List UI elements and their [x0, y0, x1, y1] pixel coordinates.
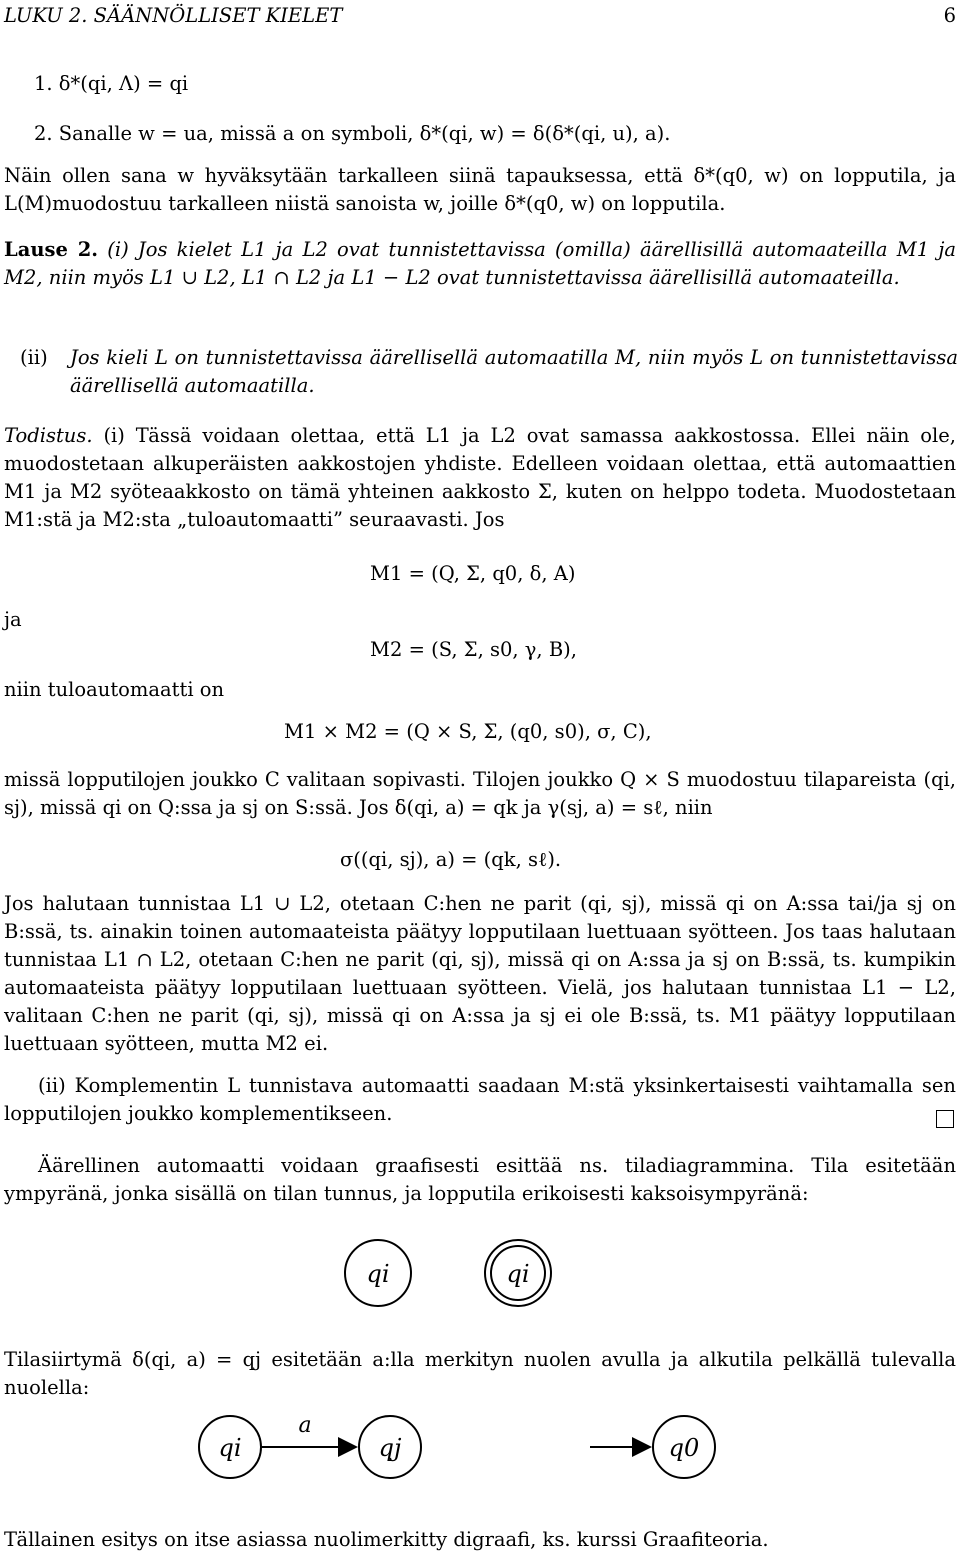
to-state-label: qj: [378, 1434, 402, 1462]
paragraph-digraph: Tällainen esitys on itse asiassa nuolimerkitty digraafi, ks. kurssi Graafiteoria.: [4, 1528, 769, 1551]
paragraph-acceptance: Näin ollen sana w hyväksytään tarkalleen siinä tapauksessa, että δ*(q0, w) on lopputila, ja L(M)muodostuu tarkalleen niistä sanoista w, joille δ*(q0, w) on lopputila.: [4, 164, 956, 215]
theorem-part-ii-text: Jos kieli L on tunnistettavissa äärellisellä automaatilla M, niin myös L on tunnistettavissa äärellisellä automaatilla.: [70, 346, 958, 397]
equation-m2: M2 = (S, Σ, s0, γ, B),: [370, 638, 577, 661]
running-header: [4, 2, 956, 30]
state-label: qi: [366, 1260, 390, 1288]
equation-m1: M1 = (Q, Σ, q0, δ, A): [370, 562, 576, 585]
theorem-label: Lause 2.: [4, 238, 99, 261]
page-number: 6: [943, 4, 956, 27]
word-ja: ja: [4, 608, 22, 631]
final-state-label: qi: [506, 1260, 530, 1288]
word-product-automaton: niin tuloautomaatti on: [4, 678, 225, 701]
equation-product: M1 × M2 = (Q × S, Σ, (q0, s0), σ, C),: [284, 720, 652, 743]
from-state-label: qi: [218, 1434, 242, 1462]
theorem-part-i: [4, 236, 956, 292]
arrow-label: a: [298, 1413, 312, 1438]
proof-label: Todistus.: [4, 424, 93, 447]
qed-square-icon: [936, 1110, 954, 1128]
theorem-block: [4, 236, 956, 292]
theorem-part-i-text: (i) Jos kielet L1 ja L2 ovat tunnistettavissa (omilla) äärellisillä automaateilla M1 ja M2, niin myös L1 ∪ L2, L1 ∩ L2 ja L1 − L2 ovat tunnistettavissa äärellisillä automaateilla.: [4, 238, 956, 289]
list-item-1: 1. δ*(qi, Λ) = qi: [34, 72, 189, 95]
state-figure: [0, 1230, 960, 1320]
chapter-title: LUKU 2. SÄÄNNÖLLISET KIELET: [4, 4, 343, 27]
proof-paragraph-2: missä lopputilojen joukko C valitaan sopivasti. Tilojen joukko Q × S muodostuu tilapareista (qi, sj), missä qi on Q:ssa ja sj on S:ssä. Jos δ(qi, a) = qk ja γ(sj, a) = sℓ, niin: [4, 768, 956, 819]
proof-paragraph-4: (ii) Komplementin L tunnistava automaatti saadaan M:stä yksinkertaisesti vaihtamalla sen lopputilojen joukko komplementikseen.: [4, 1074, 956, 1125]
paragraph-transition: Tilasiirtymä δ(qi, a) = qj esitetään a:lla merkityn nuolen avulla ja alkutila pelkällä tulevalla nuolella:: [4, 1348, 956, 1399]
paragraph-state-diagram: Äärellinen automaatti voidaan graafisesti esittää ns. tiladiagrammina. Tila esitetään ympyränä, jonka sisällä on tilan tunnus, ja lopputila erikoisesti kaksoisympyränä:: [4, 1154, 956, 1205]
list-item-2: 2. Sanalle w = ua, missä a on symboli, δ*(qi, w) = δ(δ*(qi, u), a).: [34, 122, 671, 145]
proof-paragraph-3: Jos halutaan tunnistaa L1 ∪ L2, otetaan C:hen ne parit (qi, sj), missä qi on A:ssa tai/ja sj on B:ssä, ts. ainakin toinen automaateista päätyy lopputilaan luettuaan syötteen. Jos taas halutaan tunnistaa L1 ∩ L2, otetaan C:hen ne parit (qi, sj), missä qi on A:ssa ja sj on B:ssä, ts. kumpikin automaateista päätyy lopputilaan luettuaan syötteen. Vielä, jos halutaan tunnistaa L1 − L2, valitaan C:hen ne parit (qi, sj), missä qi on A:ssa ja sj ei ole B:ssä, ts. M1 päätyy lopputilaan luettuaan syötteen, mutta M2 ei.: [4, 892, 956, 1055]
equation-sigma: σ((qi, sj), a) = (qk, sℓ).: [340, 848, 562, 871]
theorem-part-ii-label: (ii): [20, 346, 48, 369]
start-state-label: q0: [668, 1434, 700, 1462]
proof-text-1: (i) Tässä voidaan olettaa, että L1 ja L2 ovat samassa aakkostossa. Ellei näin ole, muodostetaan alkuperäisten aakkostojen yhdiste. Edelleen voidaan olettaa, että automaattien M1 ja M2 syöteaakkosto on tämä yhteinen aakkosto Σ, kuten on helppo todeta. Muodostetaan M1:stä ja M2:sta „tuloautomaatti” seuraavasti. Jos: [4, 424, 956, 531]
transition-figure: [0, 1404, 960, 1494]
proof-paragraph-1: [4, 422, 956, 534]
